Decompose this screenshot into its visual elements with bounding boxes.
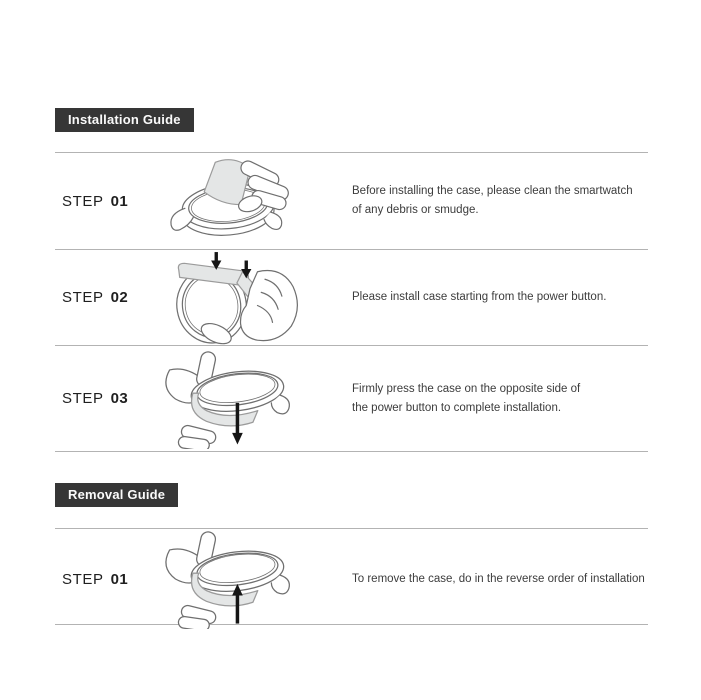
description-line: of any debris or smudge. <box>352 204 479 216</box>
installation-guide-badge: Installation Guide <box>55 108 194 132</box>
wipe-watch-drawing <box>158 155 313 247</box>
description-line: Firmly press the case on the opposite side of <box>352 382 581 395</box>
step-word: STEP <box>62 192 104 210</box>
step-2-label <box>55 289 150 306</box>
step-number: 03 <box>110 390 129 407</box>
install-case-drawing <box>160 251 310 345</box>
description-line: Please install case starting from the power button. <box>352 291 607 303</box>
remove-case-illustration <box>158 529 313 629</box>
step-1-label <box>55 193 150 210</box>
removal-step-1-row <box>55 528 648 625</box>
step-2-description <box>320 288 648 307</box>
step-word: STEP <box>62 390 104 407</box>
remove-case-drawing <box>158 529 313 629</box>
step-3-description <box>320 380 648 418</box>
installation-step-3-row <box>55 345 648 452</box>
installation-step-1-row <box>55 152 648 249</box>
step-number: 01 <box>110 192 129 210</box>
install-case-illustration <box>160 251 310 345</box>
description-line: Before installing the case, please clean the smartwatch <box>352 185 633 197</box>
step-1-description <box>320 182 648 220</box>
removal-guide-badge: Removal Guide <box>55 483 178 507</box>
removal-step-1-label <box>55 571 150 588</box>
step-word: STEP <box>62 289 104 306</box>
press-case-drawing <box>158 349 313 449</box>
description-line: To remove the case, do in the reverse order of installation <box>352 572 645 585</box>
clean-smartwatch-illustration <box>158 155 313 247</box>
description-line: the power button to complete installation. <box>352 401 562 414</box>
removal-step-1-description <box>320 570 648 589</box>
step-number: 01 <box>110 570 129 588</box>
step-3-label <box>55 390 150 407</box>
step-word: STEP <box>62 570 104 588</box>
installation-step-2-row <box>55 249 648 345</box>
press-case-illustration <box>158 349 313 449</box>
step-number: 02 <box>110 289 129 306</box>
